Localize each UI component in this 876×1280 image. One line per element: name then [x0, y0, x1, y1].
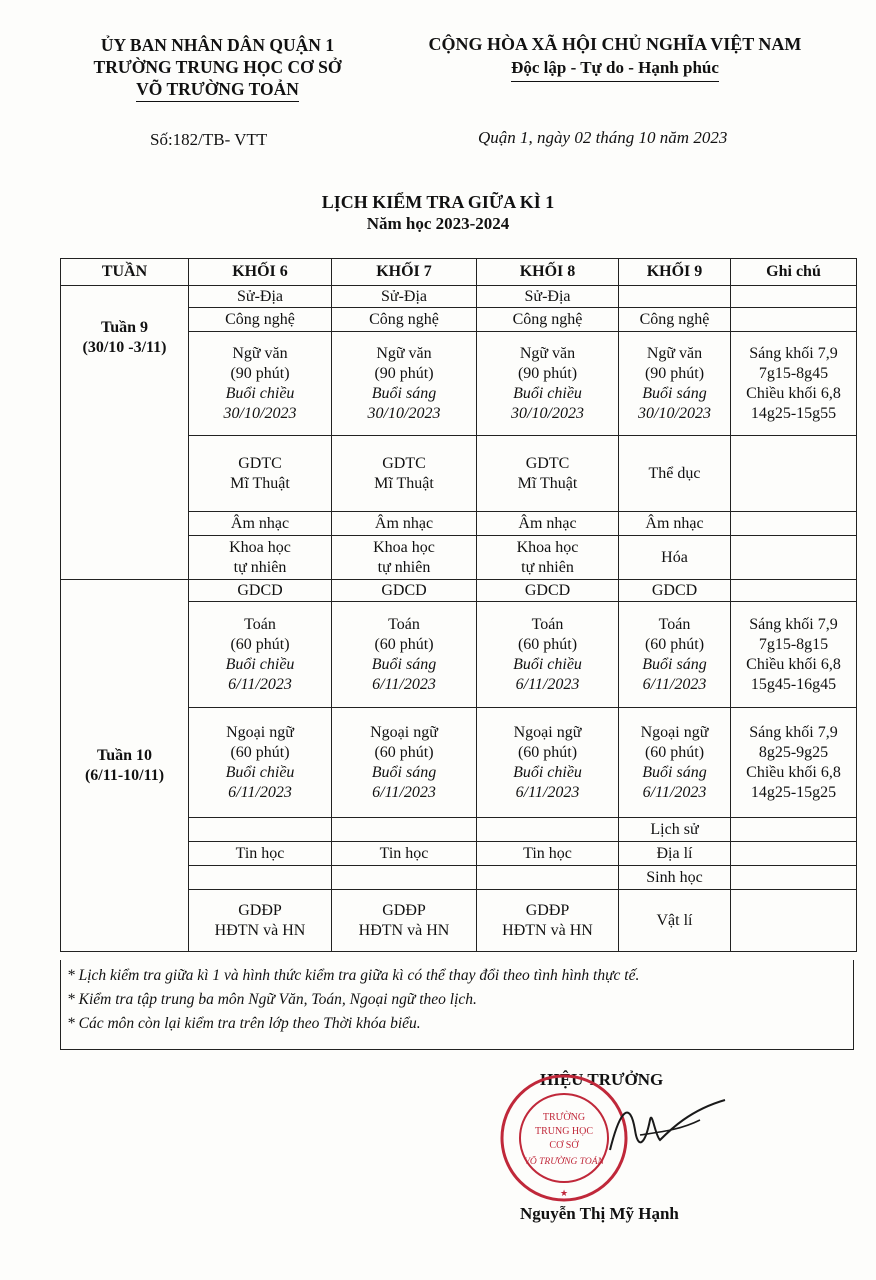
document-number: Số:182/TB- VTT — [150, 130, 268, 149]
cell-line: Sáng khối 7,9 — [749, 344, 838, 362]
cell-line: 30/10/2023 — [223, 404, 297, 422]
subject-cell — [477, 332, 619, 436]
national-header — [405, 32, 825, 82]
cell-line: GDTC — [238, 454, 282, 472]
cell-line: (90 phút) — [644, 364, 705, 382]
subject-cell — [332, 536, 477, 580]
subject-cell — [332, 332, 477, 436]
header-notes: Ghi chú — [731, 259, 857, 286]
note-cell — [731, 286, 857, 308]
cell-line: Toán — [244, 615, 276, 633]
cell-line: (90 phút) — [374, 364, 434, 382]
table-row — [61, 580, 857, 602]
cell-line: Sáng khối 7,9 — [749, 615, 838, 633]
cell-line: Sáng khối 7,9 — [749, 723, 838, 741]
cell-line: (90 phút) — [230, 364, 290, 382]
subject-cell — [477, 708, 619, 818]
note-cell — [731, 842, 857, 866]
cell-line: GDĐP — [382, 901, 426, 919]
cell-line: 6/11/2023 — [228, 675, 292, 693]
cell-line: Khoa học — [516, 538, 579, 556]
svg-text:TRƯỜNG: TRƯỜNG — [542, 1112, 586, 1123]
cell-line: 6/11/2023 — [228, 783, 292, 801]
cell-line: 8g25-9g25 — [758, 743, 829, 761]
cell-line: 14g25-15g55 — [750, 404, 837, 422]
cell-line: Chiều khối 6,8 — [746, 384, 841, 402]
note-cell — [731, 308, 857, 332]
cell-line: Hóa — [661, 548, 688, 566]
cell-line: Buổi chiều — [225, 763, 295, 781]
issuer-line-1: ỦY BAN NHÂN DÂN QUẬN 1 — [100, 35, 335, 55]
cell-line: Mĩ Thuật — [517, 474, 578, 492]
cell-line: Buổi sáng — [371, 655, 437, 673]
cell-line: Công nghệ — [512, 310, 583, 328]
cell-line: Địa lí — [656, 844, 693, 862]
svg-text:★: ★ — [559, 1188, 569, 1198]
note-cell — [731, 818, 857, 842]
note-cell — [731, 708, 857, 818]
cell-line: 6/11/2023 — [642, 675, 707, 693]
cell-line: Sử-Địa — [237, 287, 283, 305]
cell-line: tự nhiên — [377, 558, 431, 576]
subject-cell — [332, 286, 477, 308]
cell-line: (60 phút) — [517, 635, 578, 653]
cell-line: Ngữ văn — [376, 344, 432, 362]
subject-cell — [189, 890, 332, 952]
subject-cell — [189, 866, 332, 890]
cell-line: HĐTN và HN — [502, 921, 593, 939]
issuer-school-name: VÕ TRƯỜNG TOẢN — [136, 78, 299, 102]
subject-cell — [332, 602, 477, 708]
week-cell — [61, 580, 189, 952]
subject-cell — [477, 436, 619, 512]
cell-line: Mĩ Thuật — [230, 474, 290, 492]
cell-line: 6/11/2023 — [372, 783, 436, 801]
subject-cell — [332, 512, 477, 536]
subject-cell — [619, 866, 731, 890]
cell-line: Khoa học — [373, 538, 435, 556]
cell-line: 30/10/2023 — [638, 404, 711, 422]
footnote-1: * Lịch kiểm tra giữa kì 1 và hình thức kiểm tra giữa kì có thể thay đổi theo tình hình thực tế. — [67, 967, 640, 984]
table-row — [61, 286, 857, 308]
cell-line: GDCD — [524, 581, 571, 599]
table-header-row — [61, 259, 857, 286]
cell-line: Công nghệ — [225, 310, 295, 328]
document-title: LỊCH KIỂM TRA GIỮA KÌ 1 — [321, 192, 555, 212]
subject-cell — [477, 818, 619, 842]
document-subtitle: Năm học 2023-2024 — [366, 214, 510, 233]
cell-line: 30/10/2023 — [367, 404, 441, 422]
note-cell — [731, 866, 857, 890]
cell-line: Sinh học — [646, 868, 703, 886]
subject-cell — [619, 308, 731, 332]
subject-cell — [477, 308, 619, 332]
cell-line: 6/11/2023 — [372, 675, 436, 693]
cell-line: Buổi chiều — [225, 655, 295, 673]
note-cell — [731, 602, 857, 708]
subject-cell — [189, 580, 332, 602]
cell-line: Khoa học — [229, 538, 291, 556]
cell-line: Buổi chiều — [513, 763, 582, 781]
subject-cell — [189, 286, 332, 308]
cell-line: tự nhiên — [233, 558, 287, 576]
subject-cell — [619, 286, 731, 308]
cell-line: (60 phút) — [230, 635, 290, 653]
subject-cell — [332, 580, 477, 602]
document-date: Quận 1, ngày 02 tháng 10 năm 2023 — [478, 128, 728, 147]
subject-cell — [332, 818, 477, 842]
subject-cell — [477, 890, 619, 952]
cell-line: 14g25-15g25 — [750, 783, 837, 801]
subject-cell — [189, 512, 332, 536]
subject-cell — [332, 866, 477, 890]
subject-cell — [619, 890, 731, 952]
cell-line: Âm nhạc — [645, 514, 704, 532]
cell-line: 15g45-16g45 — [750, 675, 837, 693]
subject-cell — [619, 436, 731, 512]
subject-cell — [619, 708, 731, 818]
cell-line: Ngoại ngữ — [640, 723, 709, 741]
cell-line: Chiều khối 6,8 — [746, 655, 841, 673]
cell-line: Toán — [388, 615, 420, 633]
cell-line: Âm nhạc — [374, 514, 434, 532]
cell-line: (60 phút) — [374, 635, 434, 653]
cell-line: 6/11/2023 — [515, 783, 580, 801]
cell-line: GDCD — [237, 581, 283, 599]
cell-line: Công nghệ — [369, 310, 439, 328]
subject-cell — [477, 536, 619, 580]
cell-line: Âm nhạc — [518, 514, 577, 532]
subject-cell — [477, 866, 619, 890]
cell-line: (60 phút) — [517, 743, 578, 761]
subject-cell — [332, 708, 477, 818]
subject-cell — [189, 308, 332, 332]
note-cell — [731, 436, 857, 512]
week-range: (6/11-10/11) — [84, 766, 165, 784]
cell-line: Tin học — [235, 844, 285, 862]
header-week: TUẦN — [61, 259, 189, 286]
cell-line: Chiều khối 6,8 — [746, 763, 841, 781]
cell-line: (60 phút) — [230, 743, 290, 761]
cell-line: Buổi chiều — [513, 384, 582, 402]
cell-line: GDCD — [651, 581, 698, 599]
note-cell — [731, 890, 857, 952]
week-cell — [61, 286, 189, 580]
cell-line: GDTC — [382, 454, 426, 472]
cell-line: 6/11/2023 — [642, 783, 707, 801]
cell-line: HĐTN và HN — [358, 921, 450, 939]
week-name: Tuần 10 — [97, 746, 152, 764]
cell-line: Vật lí — [656, 911, 693, 929]
subject-cell — [477, 286, 619, 308]
subject-cell — [619, 536, 731, 580]
cell-line: Buổi sáng — [371, 384, 437, 402]
issuer-block — [40, 34, 395, 102]
subject-cell — [332, 436, 477, 512]
subject-cell — [189, 536, 332, 580]
national-title: CỘNG HÒA XÃ HỘI CHỦ NGHĨA VIỆT NAM — [428, 34, 802, 54]
cell-line: Ngoại ngữ — [513, 723, 582, 741]
subject-cell — [332, 890, 477, 952]
cell-line: Sử-Địa — [524, 287, 571, 305]
subject-cell — [619, 602, 731, 708]
subject-cell — [619, 818, 731, 842]
cell-line: (90 phút) — [517, 364, 578, 382]
footnote-3: * Các môn còn lại kiểm tra trên lớp theo Thời khóa biểu. — [67, 1015, 421, 1032]
subject-cell — [189, 436, 332, 512]
subject-cell — [619, 580, 731, 602]
note-cell — [731, 580, 857, 602]
cell-line: Buổi chiều — [513, 655, 582, 673]
national-motto-wrap — [405, 56, 825, 82]
footnote-2: * Kiểm tra tập trung ba môn Ngữ Văn, Toán, Ngoại ngữ theo lịch. — [67, 991, 477, 1008]
handwritten-signature — [600, 1090, 730, 1170]
subject-cell — [332, 842, 477, 866]
cell-line: 30/10/2023 — [511, 404, 584, 422]
cell-line: Ngữ văn — [646, 344, 703, 362]
subject-cell — [189, 842, 332, 866]
cell-line: HĐTN và HN — [214, 921, 306, 939]
national-motto: Độc lập - Tự do - Hạnh phúc — [511, 56, 719, 82]
cell-line: (60 phút) — [644, 635, 705, 653]
cell-line: 6/11/2023 — [515, 675, 580, 693]
svg-text:CƠ SỞ: CƠ SỞ — [549, 1140, 579, 1151]
subject-cell — [189, 602, 332, 708]
footnotes — [60, 960, 854, 1050]
exam-schedule-table — [60, 258, 857, 952]
header-grade-8: KHỐI 8 — [477, 259, 619, 286]
note-cell — [731, 332, 857, 436]
cell-line: GDĐP — [525, 901, 570, 919]
cell-line: Toán — [531, 615, 564, 633]
cell-line: Sử-Địa — [381, 287, 427, 305]
subject-cell — [332, 308, 477, 332]
cell-line: (60 phút) — [374, 743, 434, 761]
week-name: Tuần 9 — [101, 319, 148, 336]
cell-line: Công nghệ — [639, 310, 710, 328]
cell-line: Buổi sáng — [371, 763, 437, 781]
cell-line: Lịch sử — [650, 820, 699, 838]
cell-line: Buổi sáng — [642, 763, 707, 781]
svg-text:VÕ TRƯỜNG TOẢN: VÕ TRƯỜNG TOẢN — [524, 1157, 604, 1167]
cell-line: Toán — [658, 615, 691, 633]
cell-line: GDTC — [525, 454, 570, 472]
cell-line: GDĐP — [238, 901, 282, 919]
header-grade-6: KHỐI 6 — [189, 259, 332, 286]
cell-line: Âm nhạc — [230, 514, 290, 532]
subject-cell — [477, 580, 619, 602]
cell-line: Buổi sáng — [642, 655, 707, 673]
signer-title: HIỆU TRƯỞNG — [540, 1070, 664, 1089]
cell-line: Ngoại ngữ — [370, 723, 438, 741]
cell-line: Buổi sáng — [642, 384, 707, 402]
issuer-line-2: TRƯỜNG TRUNG HỌC CƠ SỞ — [93, 57, 342, 77]
issuer-line-3 — [40, 78, 395, 102]
cell-line: Mĩ Thuật — [374, 474, 434, 492]
header-grade-9: KHỐI 9 — [619, 259, 731, 286]
subject-cell — [477, 512, 619, 536]
cell-line: Ngoại ngữ — [226, 723, 294, 741]
cell-line: Thể dục — [648, 464, 701, 482]
week-range: (30/10 -3/11) — [82, 339, 167, 356]
signer-name: Nguyễn Thị Mỹ Hạnh — [520, 1204, 679, 1223]
cell-line: Buổi chiều — [225, 384, 295, 402]
note-cell — [731, 536, 857, 580]
subject-cell — [619, 332, 731, 436]
subject-cell — [189, 332, 332, 436]
svg-text:TRUNG HỌC: TRUNG HỌC — [534, 1126, 594, 1137]
cell-line: Tin học — [523, 844, 572, 862]
cell-line: Tin học — [379, 844, 429, 862]
note-cell — [731, 512, 857, 536]
subject-cell — [189, 708, 332, 818]
subject-cell — [477, 842, 619, 866]
cell-line: tự nhiên — [521, 558, 574, 576]
subject-cell — [619, 512, 731, 536]
header-grade-7: KHỐI 7 — [332, 259, 477, 286]
cell-line: Ngữ văn — [519, 344, 576, 362]
cell-line: (60 phút) — [644, 743, 705, 761]
cell-line: GDCD — [381, 581, 427, 599]
subject-cell — [619, 842, 731, 866]
subject-cell — [189, 818, 332, 842]
cell-line: Ngữ văn — [232, 344, 288, 362]
cell-line: 7g15-8g15 — [758, 635, 829, 653]
cell-line: 7g15-8g45 — [758, 364, 829, 382]
subject-cell — [477, 602, 619, 708]
